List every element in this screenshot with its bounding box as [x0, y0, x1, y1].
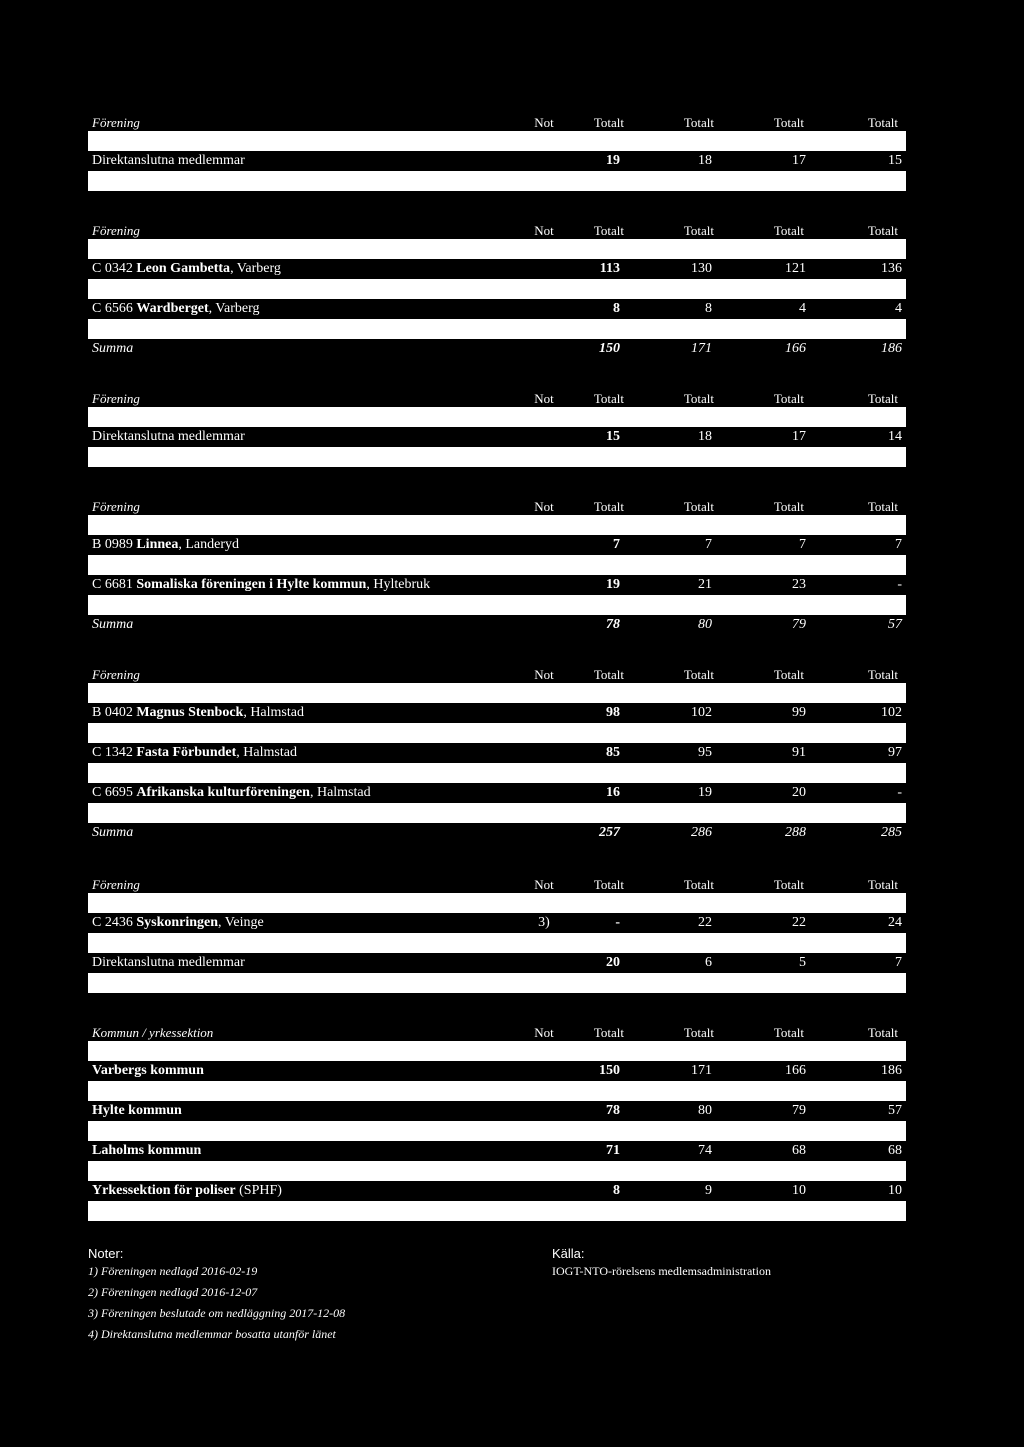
- row-value: 21: [698, 577, 712, 592]
- row-code: C 6681: [92, 577, 133, 592]
- table-row: [88, 427, 906, 447]
- note-3: 3) Föreningen beslutade om nedläggning 2017-12-08: [88, 1306, 346, 1320]
- header-name: Kommun / yrkessektion: [92, 1025, 214, 1040]
- row-value: 78: [606, 617, 620, 632]
- notes-title: Noter:: [88, 1246, 124, 1261]
- row-value: 186: [881, 341, 902, 356]
- row-label: [92, 615, 133, 635]
- row-value: 20: [792, 785, 806, 800]
- row-value: 57: [888, 617, 902, 632]
- table-row: [88, 783, 906, 803]
- table-row: [88, 575, 906, 595]
- table-row: [88, 595, 906, 615]
- table-row: [88, 279, 906, 299]
- header-totalt: Totalt: [773, 115, 804, 130]
- row-value: 99: [792, 705, 806, 720]
- header-name: Förening: [92, 115, 140, 130]
- row-value: 57: [888, 1103, 902, 1118]
- header-name: Förening: [92, 667, 140, 682]
- table-row: [88, 515, 906, 535]
- note-2: 2) Föreningen nedlagd 2016-12-07: [88, 1285, 258, 1299]
- table-row: [88, 299, 906, 319]
- row-name: Fasta Förbundet: [136, 745, 237, 760]
- header-not: Not: [534, 223, 554, 238]
- row-code: C 2436: [92, 915, 133, 930]
- row-value: 18: [698, 153, 712, 168]
- table-row: [88, 1121, 906, 1141]
- header-name: Förening: [92, 499, 140, 514]
- header-not: Not: [534, 115, 554, 130]
- row-name: Laholms kommun: [92, 1143, 202, 1158]
- row-value: 186: [881, 1063, 902, 1078]
- row-value: 20: [606, 955, 620, 970]
- table-row: [88, 1041, 906, 1061]
- header-not: Not: [534, 1025, 554, 1040]
- row-value: 15: [888, 153, 902, 168]
- table-section: [88, 498, 906, 635]
- row-value: 71: [606, 1143, 620, 1158]
- row-value: 7: [799, 537, 806, 552]
- table-row: [88, 683, 906, 703]
- table-row: [88, 259, 906, 279]
- row-label: [92, 151, 245, 171]
- row-label: [92, 299, 259, 319]
- header-totalt: Totalt: [773, 499, 804, 514]
- header-not: Not: [534, 877, 554, 892]
- row-label: [92, 743, 297, 763]
- row-label: [92, 1141, 201, 1161]
- row-value: 17: [792, 153, 806, 168]
- row-value: 7: [613, 537, 620, 552]
- row-value: 15: [606, 429, 620, 444]
- row-code: C 1342: [92, 745, 133, 760]
- row-value: 102: [691, 705, 712, 720]
- row-value: 79: [792, 1103, 806, 1118]
- header-totalt: Totalt: [683, 667, 714, 682]
- table-row: [88, 1181, 906, 1201]
- row-value: 8: [613, 1183, 620, 1198]
- row-name: Afrikanska kulturföreningen: [136, 785, 310, 800]
- row-value: 7: [895, 955, 902, 970]
- row-label: [92, 953, 245, 973]
- row-place: , Hyltebruk: [366, 577, 431, 592]
- row-value: 171: [691, 1063, 712, 1078]
- header-totalt: Totalt: [593, 877, 624, 892]
- row-label: [92, 535, 239, 555]
- note-4: 4) Direktanslutna medlemmar bosatta utanför länet: [88, 1327, 336, 1341]
- row-name: Direktanslutna medlemmar: [92, 955, 245, 970]
- row-code: C 6695: [92, 785, 133, 800]
- header-not: Not: [534, 391, 554, 406]
- row-place: , Halmstad: [309, 785, 371, 800]
- row-value: 79: [792, 617, 806, 632]
- header-totalt: Totalt: [773, 877, 804, 892]
- row-value: 6: [705, 955, 712, 970]
- table-header: [88, 498, 906, 515]
- row-value: -: [897, 577, 902, 592]
- header-totalt: Totalt: [593, 391, 624, 406]
- row-name: Direktanslutna medlemmar: [92, 153, 245, 168]
- row-name: Hylte kommun: [92, 1103, 182, 1118]
- row-value: -: [897, 785, 902, 800]
- table-row: [88, 913, 906, 933]
- notes-block: [88, 1246, 345, 1345]
- row-value: 91: [792, 745, 806, 760]
- header-not: Not: [534, 499, 554, 514]
- row-label: [92, 339, 133, 359]
- row-value: 4: [895, 301, 902, 316]
- row-code: C 0342: [92, 261, 133, 276]
- row-value: 78: [606, 1103, 620, 1118]
- row-value: 18: [698, 429, 712, 444]
- header-totalt: Totalt: [683, 115, 714, 130]
- row-value: 22: [792, 915, 806, 930]
- header-totalt: Totalt: [773, 1025, 804, 1040]
- table-row: [88, 703, 906, 723]
- table-row: [88, 763, 906, 783]
- row-value: 130: [691, 261, 712, 276]
- header-totalt: Totalt: [867, 115, 898, 130]
- header-totalt: Totalt: [683, 391, 714, 406]
- header-totalt: Totalt: [773, 667, 804, 682]
- row-value: 150: [599, 341, 620, 356]
- row-label: [92, 783, 371, 803]
- row-summary-label: Summa: [92, 617, 134, 632]
- header-name: Förening: [92, 223, 140, 238]
- summary-row: [88, 339, 906, 359]
- table-header: [88, 876, 906, 893]
- header-totalt: Totalt: [773, 391, 804, 406]
- header-totalt: Totalt: [683, 877, 714, 892]
- table-row: [88, 239, 906, 259]
- table-row: [88, 555, 906, 575]
- row-name: Somaliska föreningen i Hylte kommun: [136, 577, 367, 592]
- row-label: [92, 823, 133, 843]
- row-value: 8: [705, 301, 712, 316]
- row-value: 286: [691, 825, 712, 840]
- source-text: IOGT-NTO-rörelsens medlemsadministration: [552, 1264, 771, 1278]
- row-name: Magnus Stenbock: [136, 705, 244, 720]
- row-place: , Halmstad: [236, 745, 297, 760]
- row-summary-label: Summa: [92, 825, 134, 840]
- row-value: 85: [606, 745, 620, 760]
- row-code: C 6566: [92, 301, 133, 316]
- source-title: Källa:: [552, 1246, 585, 1261]
- table-header: [88, 390, 906, 407]
- row-value: 7: [705, 537, 712, 552]
- table-row: [88, 1081, 906, 1101]
- header-totalt: Totalt: [593, 499, 624, 514]
- header-totalt: Totalt: [867, 1025, 898, 1040]
- row-value: 121: [785, 261, 806, 276]
- row-value: 8: [613, 301, 620, 316]
- header-not: Not: [534, 667, 554, 682]
- table-row: [88, 973, 906, 993]
- row-label: [92, 259, 281, 279]
- row-place: , Veinge: [218, 915, 264, 930]
- header-totalt: Totalt: [867, 391, 898, 406]
- row-place: , Landeryd: [178, 537, 240, 552]
- row-value: 166: [785, 341, 806, 356]
- row-value: 136: [881, 261, 902, 276]
- table-row: [88, 1161, 906, 1181]
- row-label: [92, 427, 245, 447]
- table-header: [88, 666, 906, 683]
- row-place: , Varberg: [230, 261, 281, 276]
- table-row: [88, 803, 906, 823]
- header-totalt: Totalt: [683, 499, 714, 514]
- table-row: [88, 1141, 906, 1161]
- header-totalt: Totalt: [683, 223, 714, 238]
- row-value: 23: [792, 577, 806, 592]
- row-summary-label: Summa: [92, 341, 134, 356]
- header-totalt: Totalt: [867, 499, 898, 514]
- row-name: Wardberget: [136, 301, 209, 316]
- header-totalt: Totalt: [867, 667, 898, 682]
- row-label: [92, 1061, 204, 1081]
- row-name: Leon Gambetta: [136, 261, 231, 276]
- header-totalt: Totalt: [773, 223, 804, 238]
- row-label: [92, 913, 264, 933]
- row-value: 285: [881, 825, 902, 840]
- table-row: [88, 171, 906, 191]
- row-value: 16: [606, 785, 620, 800]
- row-name: Linnea: [136, 537, 179, 552]
- row-label: [92, 1181, 282, 1201]
- header-totalt: Totalt: [683, 1025, 714, 1040]
- row-value: 14: [888, 429, 902, 444]
- row-value: 102: [881, 705, 902, 720]
- row-value: 17: [792, 429, 806, 444]
- row-place: (SPHF): [235, 1183, 282, 1198]
- row-value: 19: [606, 577, 620, 592]
- row-value: 80: [698, 617, 712, 632]
- table-header: [88, 222, 906, 239]
- row-value: 257: [599, 825, 620, 840]
- row-value: 5: [799, 955, 806, 970]
- row-value: 9: [705, 1183, 712, 1198]
- row-value: 171: [691, 341, 712, 356]
- row-value: 10: [888, 1183, 902, 1198]
- row-value: 10: [792, 1183, 806, 1198]
- row-place: , Varberg: [208, 301, 260, 316]
- table-section: [88, 114, 906, 191]
- row-value: 113: [599, 261, 620, 276]
- row-value: 80: [698, 1103, 712, 1118]
- row-code: B 0402: [92, 705, 133, 720]
- row-value: 166: [785, 1063, 806, 1078]
- table-row: [88, 723, 906, 743]
- row-label: [92, 703, 304, 723]
- table-row: [88, 743, 906, 763]
- table-section: [88, 222, 906, 359]
- table-section: [88, 666, 906, 843]
- row-name: Direktanslutna medlemmar: [92, 429, 245, 444]
- source-block: [552, 1246, 771, 1282]
- row-label: [92, 575, 430, 595]
- row-value: 150: [599, 1063, 620, 1078]
- row-value: 7: [895, 537, 902, 552]
- row-value: 22: [698, 915, 712, 930]
- summary-row: [88, 823, 906, 843]
- row-value: 4: [799, 301, 806, 316]
- table-row: [88, 319, 906, 339]
- row-code: B 0989: [92, 537, 133, 552]
- row-value: 68: [792, 1143, 806, 1158]
- table-row: [88, 893, 906, 913]
- header-totalt: Totalt: [867, 223, 898, 238]
- header-totalt: Totalt: [867, 877, 898, 892]
- table-row: [88, 953, 906, 973]
- row-name: Varbergs kommun: [92, 1063, 204, 1078]
- table-row: [88, 933, 906, 953]
- header-totalt: Totalt: [593, 115, 624, 130]
- note-1: 1) Föreningen nedlagd 2016-02-19: [88, 1264, 258, 1278]
- row-value: 288: [785, 825, 806, 840]
- row-note-ref: 3): [538, 915, 550, 930]
- row-value: 68: [888, 1143, 902, 1158]
- header-name: Förening: [92, 391, 140, 406]
- header-totalt: Totalt: [593, 223, 624, 238]
- row-value: 95: [698, 745, 712, 760]
- table-section: [88, 390, 906, 467]
- row-value: 24: [888, 915, 902, 930]
- header-totalt: Totalt: [593, 1025, 624, 1040]
- table-header: [88, 114, 906, 131]
- row-value: 19: [698, 785, 712, 800]
- row-value: 98: [606, 705, 620, 720]
- row-value: -: [615, 915, 620, 930]
- table-row: [88, 131, 906, 151]
- table-row: [88, 407, 906, 427]
- table-row: [88, 535, 906, 555]
- row-value: 19: [606, 153, 620, 168]
- table-row: [88, 1101, 906, 1121]
- row-value: 74: [698, 1143, 712, 1158]
- header-totalt: Totalt: [593, 667, 624, 682]
- header-name: Förening: [92, 877, 140, 892]
- table-row: [88, 1061, 906, 1081]
- table-row: [88, 447, 906, 467]
- table-row: [88, 1201, 906, 1221]
- table-header: [88, 1024, 906, 1041]
- row-name: Syskonringen: [136, 915, 219, 930]
- table-section: [88, 876, 906, 993]
- row-place: , Halmstad: [243, 705, 304, 720]
- summary-row: [88, 615, 906, 635]
- table-section: [88, 1024, 906, 1221]
- row-label: [92, 1101, 182, 1121]
- row-name: Yrkessektion för poliser: [92, 1183, 236, 1198]
- table-row: [88, 151, 906, 171]
- row-value: 97: [888, 745, 902, 760]
